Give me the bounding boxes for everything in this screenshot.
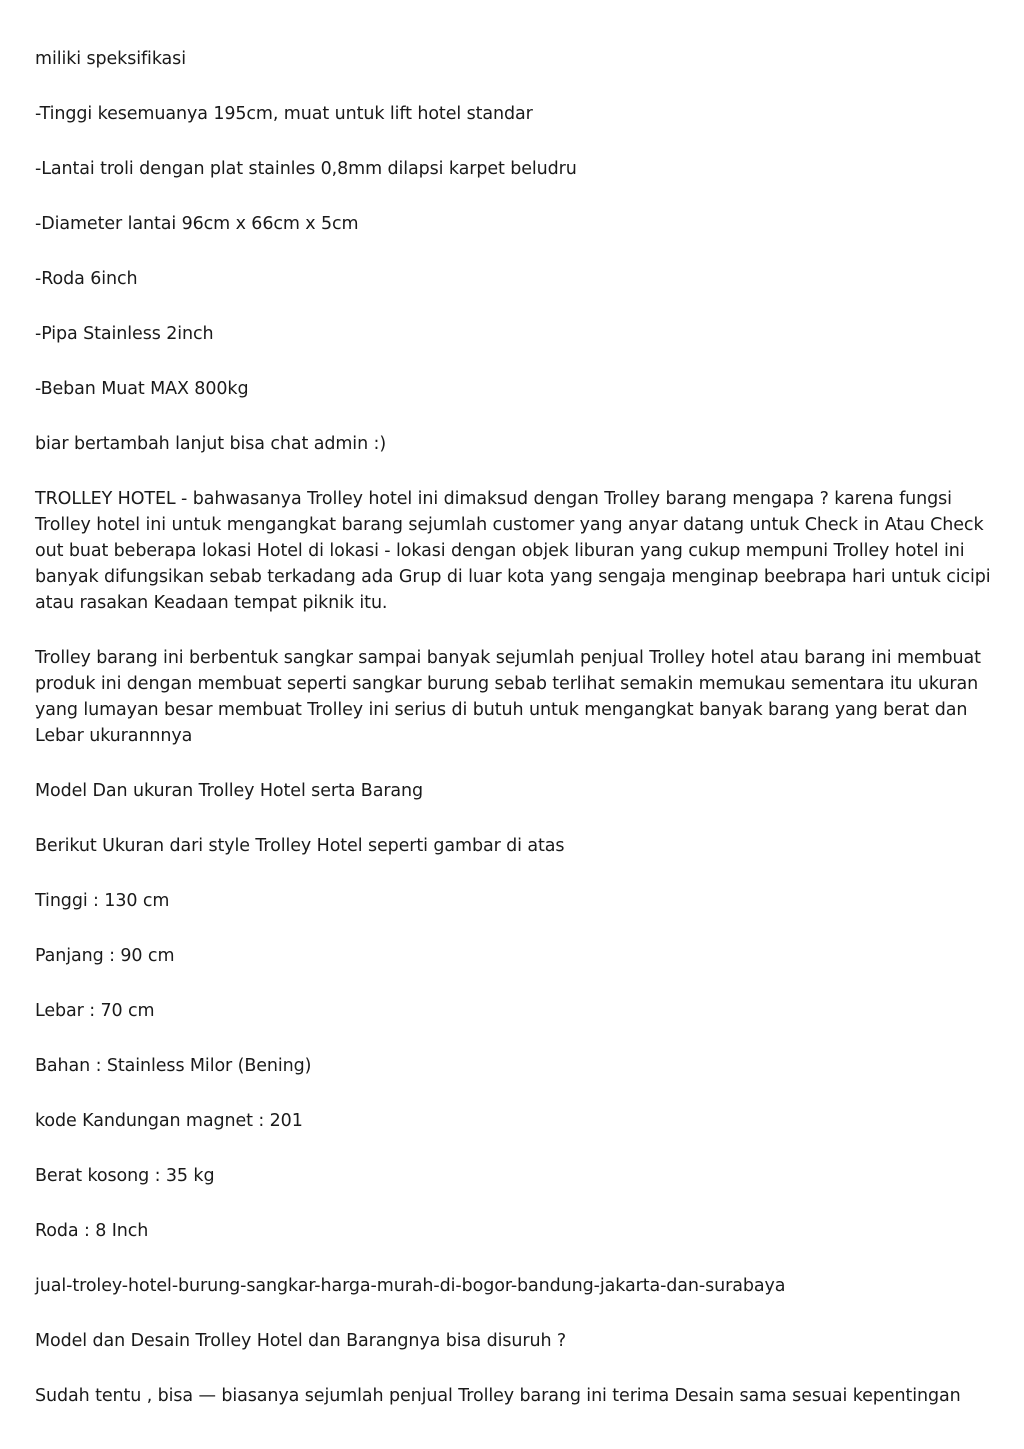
paragraph-gap (35, 859, 995, 888)
paragraph-gap (35, 1134, 995, 1163)
paragraph-contact-admin: biar bertambah lanjut bisa chat admin :) (35, 434, 387, 454)
paragraph-gap (35, 616, 995, 645)
paragraph-gap (35, 1244, 995, 1273)
paragraph-size-length: Panjang : 90 cm (35, 946, 175, 966)
paragraph-size-height: Tinggi : 130 cm (35, 891, 170, 911)
paragraph-size-material: Bahan : Stainless Milor (Bening) (35, 1056, 312, 1076)
paragraph-gap (35, 237, 995, 266)
paragraph-gap (35, 1024, 995, 1053)
paragraph-gap (35, 457, 995, 486)
document-page (35, 46, 995, 1409)
paragraph-gap (35, 127, 995, 156)
paragraph-trolley-cage: Trolley barang ini berbentuk sangkar sampai banyak sejumlah penjual Trolley hotel atau barang ini membuat produk ini dengan membuat seperti sangkar burung sebab terlihat semakin memukau sementara itu ukuran yang lumayan besar membuat Trolley ini serius di butuh untuk mengangkat banyak barang yang berat dan Lebar ukurannnya (35, 648, 981, 746)
paragraph-size-intro: Berikut Ukuran dari style Trolley Hotel seperti gambar di atas (35, 836, 565, 856)
paragraph-gap (35, 182, 995, 211)
paragraph-design-answer: Sudah tentu , bisa — biasanya sejumlah penjual Trolley barang ini terima Desain sama sesuai kepentingan (35, 1386, 961, 1406)
paragraph-spec-wheel: -Roda 6inch (35, 269, 138, 289)
paragraph-gap (35, 1354, 995, 1383)
paragraph-trolley-hotel-intro: TROLLEY HOTEL - bahwasanya Trolley hotel ini dimaksud dengan Trolley barang mengapa ? karena fungsi Trolley hotel ini untuk mengangkat barang sejumlah customer yang anyar datang untuk Check in Atau Check out buat beberapa lokasi Hotel di lokasi - lokasi dengan objek liburan yang cukup mempuni Trolley hotel ini banyak difungsikan sebab terkadang ada Grup di luar kota yang sengaja menginap beebrapa hari untuk cicipi atau rasakan Keadaan tempat piknik itu. (35, 489, 991, 613)
paragraph-gap (35, 347, 995, 376)
paragraph-gap (35, 1189, 995, 1218)
paragraph-size-magnet: kode Kandungan magnet : 201 (35, 1111, 303, 1131)
paragraph-gap (35, 804, 995, 833)
paragraph-spec-load: -Beban Muat MAX 800kg (35, 379, 249, 399)
paragraph-size-weight: Berat kosong : 35 kg (35, 1166, 215, 1186)
paragraph-spec-pipe: -Pipa Stainless 2inch (35, 324, 214, 344)
paragraph-spec-height: -Tinggi kesemuanya 195cm, muat untuk lift hotel standar (35, 104, 533, 124)
paragraph-slug: jual-troley-hotel-burung-sangkar-harga-murah-di-bogor-bandung-jakarta-dan-surabaya (35, 1276, 786, 1296)
paragraph-spec-intro: miliki speksifikasi (35, 49, 186, 69)
paragraph-spec-diameter: -Diameter lantai 96cm x 66cm x 5cm (35, 214, 359, 234)
paragraph-gap (35, 914, 995, 943)
paragraph-gap (35, 1299, 995, 1328)
paragraph-gap (35, 1079, 995, 1108)
paragraph-gap (35, 969, 995, 998)
paragraph-design-question: Model dan Desain Trolley Hotel dan Barangnya bisa disuruh ? (35, 1331, 567, 1351)
paragraph-gap (35, 402, 995, 431)
paragraph-gap (35, 72, 995, 101)
paragraph-spec-floor: -Lantai troli dengan plat stainles 0,8mm dilapsi karpet beludru (35, 159, 577, 179)
paragraph-gap (35, 292, 995, 321)
paragraph-gap (35, 749, 995, 778)
paragraph-model-heading: Model Dan ukuran Trolley Hotel serta Barang (35, 781, 424, 801)
paragraph-size-width: Lebar : 70 cm (35, 1001, 155, 1021)
paragraph-size-wheel: Roda : 8 Inch (35, 1221, 149, 1241)
